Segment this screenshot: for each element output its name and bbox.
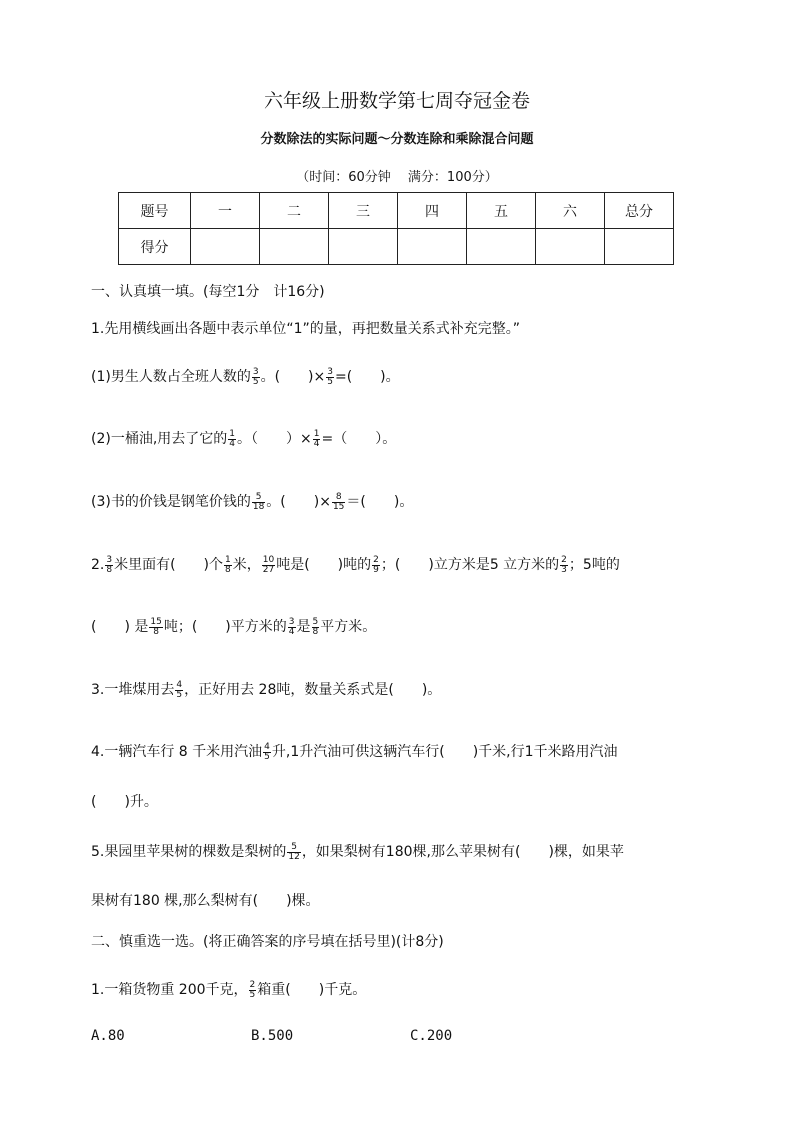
- fraction: [560, 556, 568, 575]
- score-cell[interactable]: [605, 229, 674, 265]
- denominator: 3: [561, 564, 567, 575]
- option-a[interactable]: A.80: [91, 1028, 125, 1044]
- text: 升,1升汽油可供这辆汽车行( )千米,行1千米路用汽油: [271, 744, 618, 760]
- numerator: 2: [249, 979, 256, 990]
- fraction: [224, 556, 232, 575]
- denominator: 27: [262, 564, 275, 575]
- numerator: 10: [262, 554, 275, 565]
- fraction: [175, 681, 183, 700]
- score-cell[interactable]: [191, 229, 260, 265]
- time-info: （时间：60分钟 满分：100分）: [296, 170, 498, 185]
- s2-q1: [91, 979, 366, 1000]
- text: 箱重( )千克。: [257, 982, 367, 998]
- text: ，正好用去 28吨，数量关系式是( )。: [184, 682, 442, 698]
- q2-line2: [91, 616, 376, 637]
- numerator: 2: [561, 554, 567, 565]
- score-table-header-row: [119, 193, 674, 229]
- numerator: 5: [312, 616, 319, 627]
- text: 平方米。: [320, 619, 377, 635]
- fraction: [149, 618, 162, 637]
- denominator: 4: [288, 626, 295, 637]
- numerator: 3: [252, 366, 259, 377]
- fraction: [252, 493, 265, 512]
- table-cell: 二: [260, 193, 329, 229]
- q2-line1: [91, 554, 620, 575]
- text: =（ ）。: [321, 431, 397, 447]
- denominator: 8: [153, 626, 159, 637]
- score-cell[interactable]: [260, 229, 329, 265]
- numerator: 1: [313, 428, 320, 439]
- numerator: 15: [150, 616, 162, 627]
- page-subtitle: 分数除法的实际问题～分数连除和乘除混合问题: [260, 132, 534, 147]
- text: 。( )×: [266, 494, 331, 510]
- numerator: 5: [287, 843, 300, 853]
- table-cell: 得分: [119, 229, 191, 265]
- text: 1.一箱货物重 200千克，: [91, 982, 248, 998]
- numerator: 3: [106, 554, 113, 565]
- table-cell: 五: [467, 193, 536, 229]
- numerator: 2: [373, 554, 379, 565]
- text: 。（ ）×: [237, 431, 312, 447]
- denominator: 4: [229, 438, 236, 449]
- text: 米里面有( )个: [114, 557, 224, 573]
- section1-heading: 一、认真填一填。(每空1分 计16分): [91, 284, 325, 300]
- score-cell[interactable]: [467, 229, 536, 265]
- q1-stem: 1.先用横线画出各题中表示单位“1”的量，再把数量关系式补充完整。”: [91, 321, 521, 337]
- denominator: 5: [249, 989, 256, 1000]
- fraction: [332, 493, 345, 512]
- numerator: 8: [332, 493, 345, 503]
- denominator: 4: [313, 438, 320, 449]
- fraction: [252, 368, 260, 387]
- table-cell: 题号: [119, 193, 191, 229]
- q1-part2: [91, 428, 396, 449]
- numerator: 1: [225, 554, 231, 565]
- text: (1)男生人数占全班人数的: [91, 369, 251, 385]
- text: 吨是( )吨的: [276, 557, 372, 573]
- q1-part3: [91, 491, 413, 512]
- text: 5.果园里苹果树的棵数是梨树的: [91, 844, 287, 860]
- text: ；5吨的: [568, 557, 620, 573]
- denominator: 5: [176, 689, 183, 700]
- denominator: 8: [106, 564, 113, 575]
- fraction: [263, 743, 271, 762]
- option-b[interactable]: B.500: [251, 1028, 294, 1044]
- page-title: 六年级上册数学第七周夺冠金卷: [263, 90, 530, 112]
- q5-line2: 果树有180 棵,那么梨树有( )棵。: [91, 893, 320, 909]
- fraction: [249, 981, 257, 1000]
- score-cell[interactable]: [536, 229, 605, 265]
- text: 米，: [232, 557, 261, 573]
- denominator: 8: [312, 626, 319, 637]
- denominator: 5: [264, 751, 270, 762]
- numerator: 1: [229, 428, 236, 439]
- text: (3)书的价钱是钢笔价钱的: [91, 494, 251, 510]
- q5-line1: [91, 841, 624, 862]
- text: ，如果梨树有180棵,那么苹果树有( )棵，如果苹: [301, 844, 624, 860]
- table-cell: 总分: [605, 193, 674, 229]
- text: 。( )×: [260, 369, 326, 385]
- denominator: 15: [332, 501, 345, 512]
- text: (2)一桶油,用去了它的: [91, 431, 228, 447]
- text: ；( )立方米是5 立方米的: [380, 557, 560, 573]
- text: 2.: [91, 557, 105, 573]
- score-table: [118, 192, 674, 265]
- option-c[interactable]: C.200: [410, 1028, 453, 1044]
- q1-part1: [91, 366, 400, 387]
- table-cell: 四: [398, 193, 467, 229]
- fraction: [288, 618, 296, 637]
- denominator: 9: [373, 564, 379, 575]
- text: ＝( )。: [346, 494, 414, 510]
- text: =( )。: [334, 369, 400, 385]
- denominator: 5: [327, 376, 333, 387]
- denominator: 8: [225, 564, 231, 575]
- score-cell[interactable]: [398, 229, 467, 265]
- denominator: 5: [252, 376, 259, 387]
- numerator: 3: [288, 616, 295, 627]
- text: 4.一辆汽车行 8 千米用汽油: [91, 744, 263, 760]
- fraction: [312, 618, 320, 637]
- text: ( ) 是: [91, 619, 149, 635]
- score-table-score-row: [119, 229, 674, 265]
- fraction: [228, 430, 236, 449]
- fraction: [372, 556, 380, 575]
- numerator: 4: [264, 741, 270, 752]
- text: 3.一堆煤用去: [91, 682, 175, 698]
- fraction: [326, 368, 334, 387]
- score-cell[interactable]: [329, 229, 398, 265]
- fraction: [105, 556, 113, 575]
- numerator: 5: [252, 493, 265, 503]
- table-cell: 三: [329, 193, 398, 229]
- text: 是: [296, 619, 311, 635]
- q4-line2: ( )升。: [91, 794, 158, 810]
- q4-line1: [91, 741, 618, 762]
- table-cell: 一: [191, 193, 260, 229]
- denominator: 18: [252, 501, 265, 512]
- table-cell: 六: [536, 193, 605, 229]
- text: 吨；( )平方米的: [163, 619, 287, 635]
- denominator: 12: [288, 851, 300, 862]
- q3: [91, 679, 441, 700]
- fraction: [262, 556, 275, 575]
- numerator: 3: [327, 366, 333, 377]
- section2-heading: 二、慎重选一选。(将正确答案的序号填在括号里)(计8分): [91, 934, 444, 950]
- fraction: [313, 430, 321, 449]
- numerator: 4: [176, 679, 183, 690]
- fraction: [287, 843, 300, 862]
